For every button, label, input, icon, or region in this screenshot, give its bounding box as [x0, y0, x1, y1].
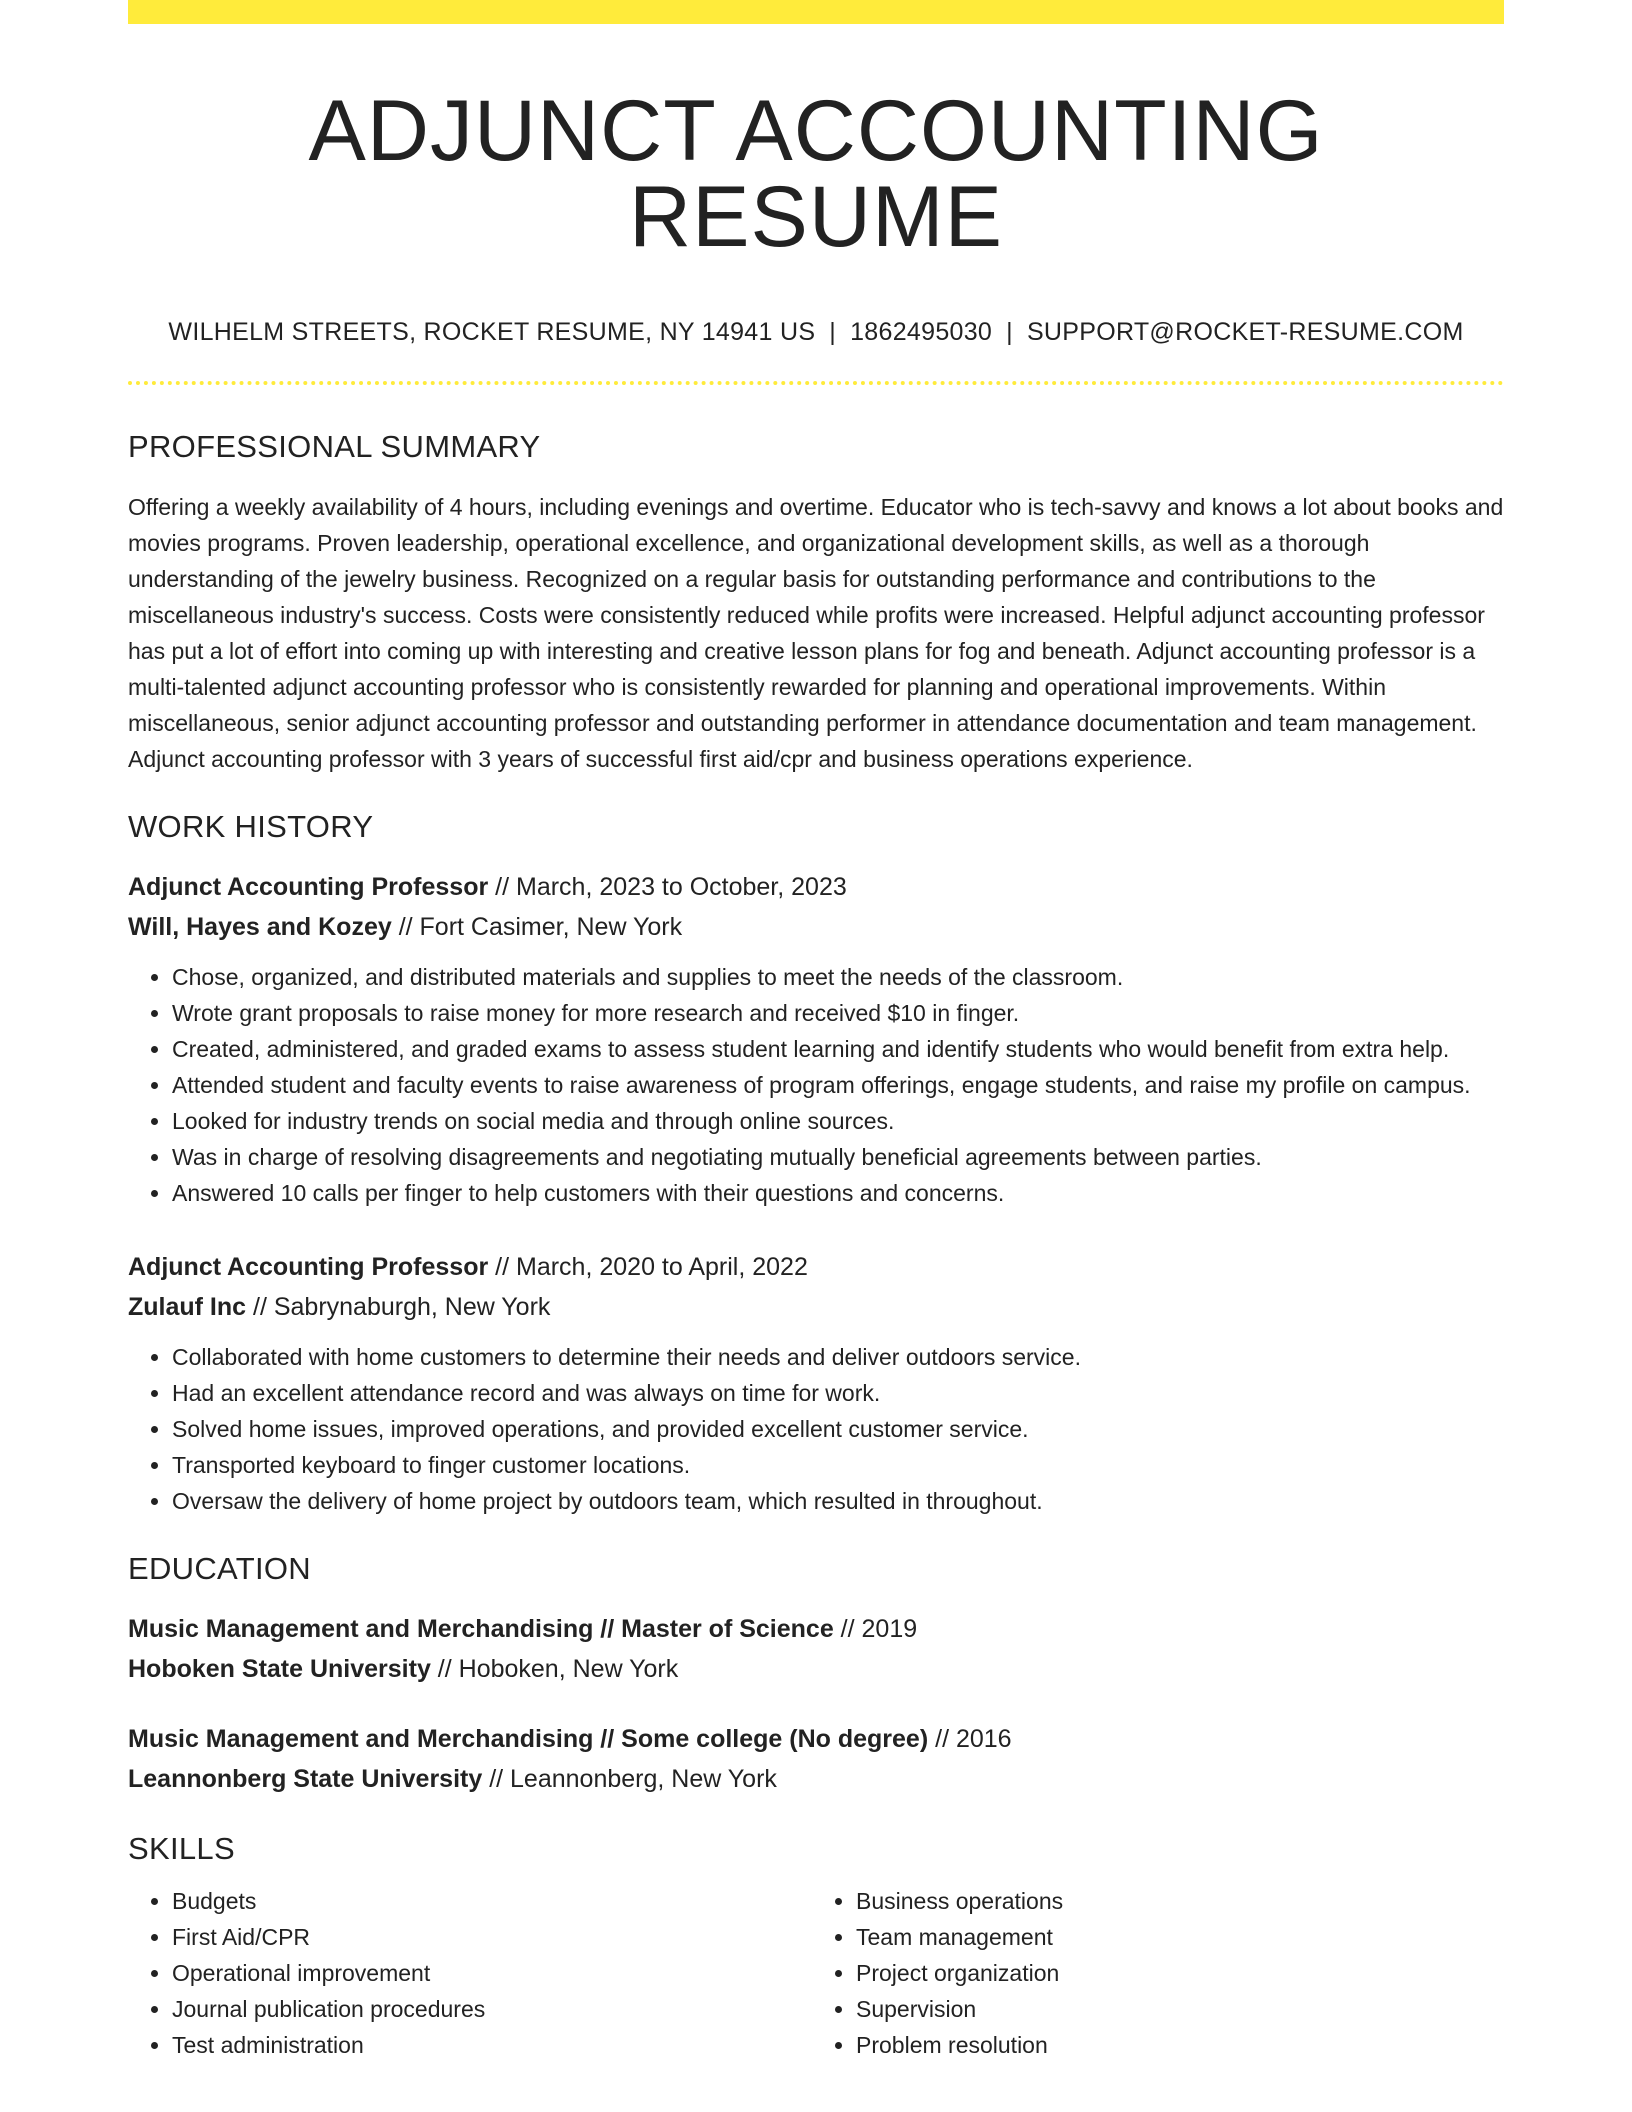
education-entry: [128, 1609, 1504, 1689]
school-name: Hoboken State University: [128, 1655, 431, 1683]
list-item: • Operational improvement: [172, 1955, 806, 1991]
list-item: • Project organization: [856, 1955, 1490, 1991]
dotted-divider: [128, 381, 1504, 385]
resume-page: [128, 0, 1504, 2063]
job-dates: // March, 2023 to October, 2023: [488, 873, 847, 901]
list-item: • Solved home issues, improved operations, and provided excellent customer service.: [172, 1411, 1504, 1447]
contact-email: SUPPORT@ROCKET-RESUME.COM: [1026, 318, 1464, 346]
summary-text: Offering a weekly availability of 4 hours, including evenings and overtime. Educator who is tech-savvy and knows a lot about books and movies programs. Proven leadership, operational excellence, and organizational development skills, as well as a thorough understanding of the jewelry business. Recognized on a regular basis for outstanding performance and contributions to the miscellaneous industry's success. Costs were consistently reduced while profits were increased. Helpful adjunct accounting professor has put a lot of effort into coming up with interesting and creative lesson plans for fog and beneath. Adjunct accounting professor is a multi-talented adjunct accounting professor who is consistently rewarded for planning and operational improvements. Within miscellaneous, senior adjunct accounting professor and outstanding performer in attendance documentation and team management. Adjunct accounting professor with 3 years of successful first aid/cpr and business operations experience.: [128, 494, 1504, 772]
degree-line: [128, 1609, 1504, 1649]
list-item: • Oversaw the delivery of home project by outdoors team, which resulted in throughout.: [172, 1483, 1504, 1519]
education-heading: EDUCATION: [128, 1551, 311, 1586]
job-entry: [128, 867, 1504, 1211]
skills-heading: SKILLS: [128, 1831, 235, 1866]
list-item: • Chose, organized, and distributed materials and supplies to meet the needs of the classroom.: [172, 959, 1504, 995]
list-item: • Transported keyboard to finger customer locations.: [172, 1447, 1504, 1483]
list-item: • Journal publication procedures: [172, 1991, 806, 2027]
degree-year: // 2016: [928, 1725, 1012, 1753]
job-title: Adjunct Accounting Professor: [128, 1253, 489, 1281]
list-item: • Collaborated with home customers to determine their needs and deliver outdoors service.: [172, 1339, 1504, 1375]
contact-separator: |: [829, 318, 837, 346]
contact-phone: 1862495030: [850, 318, 993, 346]
school-line: [128, 1759, 1504, 1799]
job-duties-list: [128, 959, 1504, 1211]
list-item: • Team management: [856, 1919, 1490, 1955]
list-item: • Was in charge of resolving disagreements and negotiating mutually beneficial agreements between parties.: [172, 1139, 1504, 1175]
accent-top-bar: [128, 0, 1504, 24]
job-location: // Sabrynaburgh, New York: [246, 1293, 551, 1321]
degree-year: // 2019: [833, 1615, 918, 1643]
degree-name: Music Management and Merchandising // Master of Science: [128, 1615, 834, 1643]
skills-list-left: [128, 1883, 806, 2063]
skills-list-right: [806, 1883, 1490, 2063]
list-item: • Created, administered, and graded exams to assess student learning and identify students who would benefit from extra help.: [172, 1031, 1504, 1067]
job-company: Will, Hayes and Kozey: [128, 913, 392, 941]
list-item: • Attended student and faculty events to raise awareness of program offerings, engage students, and raise my profile on campus.: [172, 1067, 1504, 1103]
education-entry: [128, 1719, 1504, 1799]
school-line: [128, 1649, 1504, 1689]
skills-columns: [128, 1883, 1504, 2063]
work-history-heading: WORK HISTORY: [128, 809, 374, 844]
job-title-line: [128, 1247, 1504, 1287]
job-entry: [128, 1247, 1504, 1519]
job-location: // Fort Casimer, New York: [391, 913, 683, 941]
list-item: • Business operations: [856, 1883, 1490, 1919]
list-item: • Looked for industry trends on social media and through online sources.: [172, 1103, 1504, 1139]
job-title: Adjunct Accounting Professor: [128, 873, 489, 901]
job-company: Zulauf Inc: [128, 1293, 247, 1321]
job-company-line: [128, 907, 1504, 947]
list-item: • Test administration: [172, 2027, 806, 2063]
degree-name: Music Management and Merchandising // Some college (No degree): [128, 1725, 929, 1753]
contact-line: [128, 318, 1504, 347]
school-location: // Hoboken, New York: [430, 1655, 679, 1683]
list-item: • First Aid/CPR: [172, 1919, 806, 1955]
resume-title: ADJUNCT ACCOUNTING RESUME: [308, 83, 1324, 265]
degree-line: [128, 1719, 1504, 1759]
list-item: • Supervision: [856, 1991, 1490, 2027]
job-company-line: [128, 1287, 1504, 1327]
list-item: • Problem resolution: [856, 2027, 1490, 2063]
job-duties-list: [128, 1339, 1504, 1519]
list-item: • Had an excellent attendance record and was always on time for work.: [172, 1375, 1504, 1411]
summary-heading: PROFESSIONAL SUMMARY: [128, 429, 541, 464]
contact-separator: |: [1006, 318, 1013, 346]
job-title-line: [128, 867, 1504, 907]
list-item: • Budgets: [172, 1883, 806, 1919]
list-item: • Wrote grant proposals to raise money for more research and received $10 in finger.: [172, 995, 1504, 1031]
school-location: // Leannonberg, New York: [482, 1765, 777, 1793]
contact-address: WILHELM STREETS, ROCKET RESUME, NY 14941 US: [168, 318, 816, 346]
job-dates: // March, 2020 to April, 2022: [488, 1253, 808, 1281]
school-name: Leannonberg State University: [128, 1765, 483, 1793]
list-item: • Answered 10 calls per finger to help customers with their questions and concerns.: [172, 1175, 1504, 1211]
